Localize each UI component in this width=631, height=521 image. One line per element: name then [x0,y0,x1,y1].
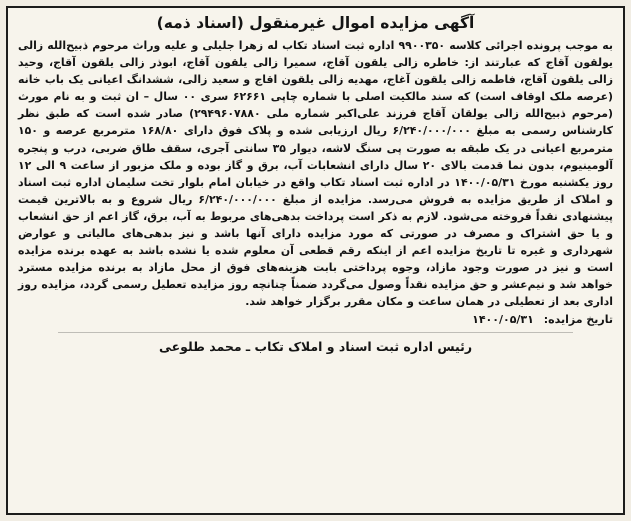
auction-notice [6,6,625,515]
auction-date-label: تاریخ مزایده: [543,312,613,326]
notice-body: به موجب پرونده اجرائی کلاسه ۹۹۰۰۳۵۰ اداره ثبت اسناد تکاب له زهرا جلیلی و علیه وراث مرحوم ذبیح‌الله زالی یولقون آقاج که عبارتند از: خاطره زالی یلقون آقاج، سمیرا زالی یلقون آقاج، ابوذر زالی یلقون آقاج، وحید زالی یلقون آقاج، فاطمه زالی یلقون آغاج، مهدیه زالی یلقون اقاج و سعید زالی، ششدانگ اعیانی یک باب خانه (عرصه ملک اوقاف است) که سند مالکیت اصلی با شماره چاپی ۶۲۶۶۱ سری ۰۰ سال – ان ثبت و به نام مورث (مرحوم ذبیح‌الله زالی یولقان آقاج فرزند علی‌اکبر شماره ملی ۲۹۴۹۶۰۷۸۸۰) صادر شده است که طبق نظر کارشناس رسمی به مبلغ ۶/۲۴۰/۰۰۰/۰۰۰ ریال ارزیابی شده و پلاک فوق دارای ۱۶۸/۸۰ مترمربع عرصه و ۱۵۰ مترمربع اعیانی در یک طبقه به صورت پی سنگ لاشه، دیوار ۳۵ سانتی آجری، سقف طاق ضربی، درب و پنجره آلومینیوم، بدون نما قدمت بالای ۲۰ سال دارای انشعابات آب، برق و گاز بوده و ملک مزبور از ساعت ۹ الی ۱۲ روز یکشنبه مورخ ۱۴۰۰/۰۵/۳۱ در اداره ثبت اسناد تکاب واقع در خیابان امام بلوار تخت سلیمان اداره ثبت اسناد و املاک از طریق مزایده به فروش می‌رسد. مزایده از مبلغ ۶/۲۴۰/۰۰۰/۰۰۰ ریال شروع و به بالاترین قیمت پیشنهادی نقداً فروخته می‌شود. لازم به ذکر است پرداخت بدهی‌های مربوط به آب، برق، گاز اعم از حق انشعاب و یا حق اشتراک و مصرف در صورتی که مورد مزایده دارای آنها باشد و نیز بدهی‌های مالیاتی و عوارض شهرداری و غیره تا تاریخ مزایده اعم از اینکه رقم قطعی آن معلوم شده یا نشده باشد به عهده برنده مزایده است و نیز در صورت وجود مازاد، وجوه پرداختی بابت هزینه‌های فوق از محل مازاد به برنده مزایده مسترد خواهد شد و نیم‌عشر و حق مزایده نقداً وصول می‌گردد ضمناً چنانچه روز مزایده تعطیل رسمی گردد، مزایده روز اداری بعد از تعطیلی در همان ساعت و مکان مقرر برگزار خواهد شد. [18,39,613,309]
signature-divider [58,332,573,333]
signature: رئیس اداره ثبت اسناد و املاک تکاب ـ محمد طلوعی [158,338,473,354]
auction-date-value: ۱۴۰۰/۰۵/۳۱ [472,312,534,326]
auction-date-line [18,311,613,328]
notice-title: آگهی مزایده اموال غیرمنقول (اسناد ذمه) [156,14,475,32]
